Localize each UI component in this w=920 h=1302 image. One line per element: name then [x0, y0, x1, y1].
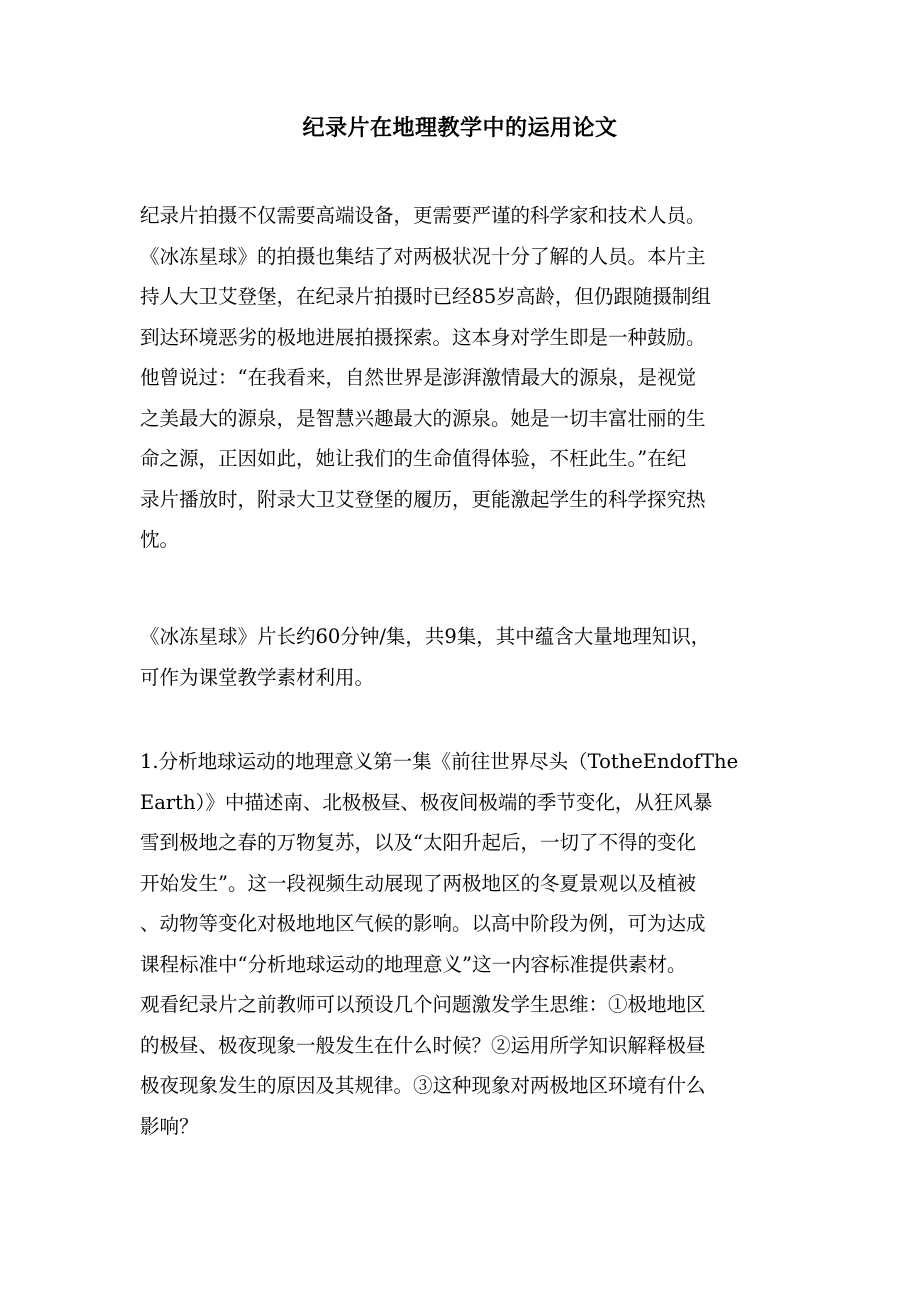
- paragraph-line: 《冰冻星球》片长约60分钟/集，共9集，其中蕴含大量地理知识，: [140, 625, 711, 648]
- paragraph-line: 之美最大的源泉，是智慧兴趣最大的源泉。她是一切丰富壮丽的生: [140, 406, 706, 430]
- paragraph-1: [140, 196, 782, 561]
- paragraph-line: 命之源，正因如此，她让我们的生命值得体验，不枉此生。”在纪: [140, 447, 687, 470]
- paragraph-line: 观看纪录片之前教师可以预设几个问题激发学生思维：①极地地区: [140, 993, 706, 1016]
- paragraph-line: 他曾说过：“在我看来，自然世界是澎湃激情最大的源泉，是视觉: [140, 366, 696, 389]
- paragraph-3: [140, 742, 782, 1147]
- paragraph-line: 《冰冻星球》的拍摄也集结了对两极状况十分了解的人员。本片主: [140, 244, 706, 268]
- paragraph-line: 雪到极地之春的万物复苏，以及“太阳升起后，一切了不得的变化: [140, 831, 696, 854]
- paragraph-line: 持人大卫艾登堡，在纪录片拍摄时已经85岁高龄，但仍跟随摄制组: [140, 285, 711, 308]
- paragraph-line: 纪录片拍摄不仅需要高端设备，更需要严谨的科学家和技术人员。: [140, 204, 706, 227]
- paragraph-line: 极夜现象发生的原因及其规律。③这种现象对两极地区环境有什么: [140, 1074, 706, 1097]
- paragraph-line: 录片播放时，附录大卫艾登堡的履历，更能激起学生的科学探究热: [140, 487, 706, 511]
- paragraph-line: 的极昼、极夜现象一般发生在什么时候？②运用所学知识解释极昼: [140, 1033, 706, 1057]
- paragraph-2: [140, 617, 782, 698]
- paragraph-line: 到达环境恶劣的极地进展拍摄探索。这本身对学生即是一种鼓励。: [140, 325, 706, 349]
- paragraph-line: 可作为课堂教学素材利用。: [140, 665, 375, 689]
- paragraph-line: 课程标准中“分析地球运动的地理意义”这一内容标准提供素材。: [140, 952, 687, 976]
- paragraph-line: 、动物等变化对极地地区气候的影响。以高中阶段为例，可为达成: [140, 912, 706, 935]
- paragraph-line: 影响？: [140, 1114, 199, 1138]
- paragraph-line: 忱。: [140, 528, 180, 551]
- paragraph-line: 1.分析地球运动的地理意义第一集《前往世界尽头（TotheEndofThe: [140, 750, 739, 773]
- page-title: 纪录片在地理教学中的运用论文: [302, 115, 618, 141]
- paragraph-line: 开始发生”。这一段视频生动展现了两极地区的冬夏景观以及植被: [140, 871, 696, 895]
- paragraph-line: Earth）》中描述南、北极极昼、极夜间极端的季节变化，从狂风暴: [140, 790, 713, 814]
